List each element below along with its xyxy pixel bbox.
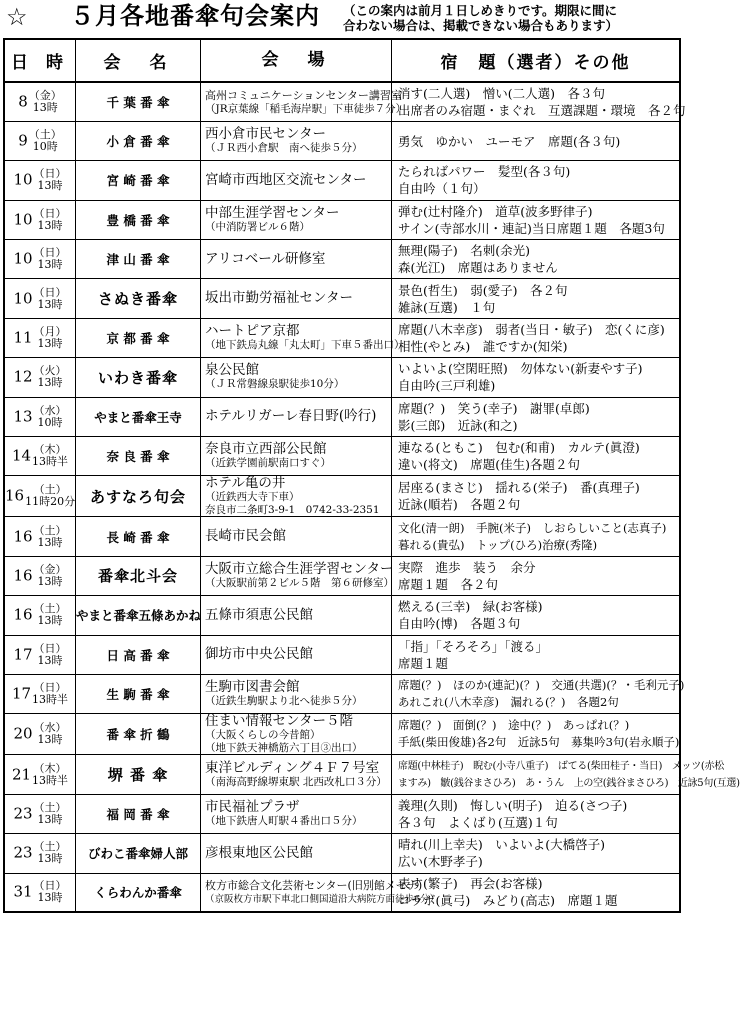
row-weekday: （日）	[33, 206, 67, 220]
row-weekday-time	[34, 365, 67, 389]
row-topics-line-2: 近詠(順若) 各題２句	[398, 497, 521, 513]
row-weekday: （木）	[33, 443, 67, 457]
row-venue	[201, 200, 392, 239]
row-topics-line-1: 「指」「そろそろ」「渡る」	[398, 638, 549, 654]
row-datetime	[4, 121, 76, 160]
row-time: 13時	[37, 891, 63, 905]
row-topics-line-1: 無理(陽子) 名刺(余光)	[398, 243, 531, 259]
row-topics-line-1: 文化(清一朗) 手腕(米子) しおらしいこと(志真子)	[398, 520, 667, 535]
row-day: 21	[11, 765, 32, 784]
row-topics-line-1: 席題(八木幸彦) 弱者(当日・敏子) 恋(くに彦)	[398, 322, 665, 338]
row-topics-line-1: いよいよ(空閑旺照) 勿体ない(新妻やす子)	[398, 361, 643, 377]
row-day: 11	[13, 328, 33, 347]
row-weekday-time	[34, 802, 67, 826]
row-venue-name: 高州コミュニケーションセンター講習室	[205, 88, 402, 102]
row-datetime	[4, 714, 76, 755]
row-weekday-time	[34, 208, 67, 232]
row-topics-line-2: 相性(やとみ) 誰ですか(知栄)	[398, 339, 568, 355]
row-topics-line-2: 暮れる(貴弘) トップ(ひろ)治療(秀隆)	[398, 537, 598, 552]
row-topics	[392, 279, 681, 318]
row-day: 16	[13, 566, 33, 585]
row-day: 8	[18, 92, 28, 111]
row-venue	[201, 82, 407, 121]
row-venue	[201, 834, 392, 873]
row-venue	[201, 517, 392, 556]
row-topics-line-2: 影(三郎) 近詠(和之)	[398, 417, 518, 433]
row-venue	[201, 161, 392, 200]
row-time: 13時	[37, 852, 63, 866]
row-group-name: 生 駒 番 傘	[76, 674, 201, 713]
row-venue-name: 彦根東地区公民館	[205, 844, 313, 861]
row-venue-access: （大阪駅前第２ビル５階 第６研修室）	[205, 576, 394, 589]
table-row	[4, 674, 680, 713]
row-time: 13時半	[32, 693, 69, 707]
row-day: 17	[13, 645, 33, 664]
row-topics	[392, 437, 681, 476]
row-topics-line-1: 景色(哲生) 弱(愛子) 各２句	[398, 282, 568, 298]
row-time: 13時	[37, 218, 63, 232]
row-weekday: （火）	[33, 364, 67, 378]
row-day: 10	[13, 210, 33, 229]
row-datetime	[4, 200, 76, 239]
row-day: 10	[13, 289, 33, 308]
row-datetime	[4, 873, 76, 912]
row-group-name: くらわんか番傘	[76, 873, 201, 912]
row-topics	[392, 397, 681, 436]
row-datetime	[4, 161, 76, 200]
row-weekday-time	[29, 90, 62, 114]
row-weekday-time	[34, 168, 67, 192]
row-day: 23	[13, 804, 33, 823]
row-venue-access: （近鉄生駒駅より北へ徒歩５分）	[205, 695, 363, 708]
table-row	[4, 517, 680, 556]
row-topics-line-1: 勇気 ゆかい ユーモア 席題(各３句)	[398, 133, 621, 149]
row-venue	[201, 674, 392, 713]
row-group-name: あすなろ句会	[76, 476, 201, 517]
table-row	[4, 240, 680, 279]
row-weekday: （金）	[28, 88, 62, 102]
row-weekday-time	[34, 287, 67, 311]
row-weekday: （日）	[33, 285, 67, 299]
row-day: 14	[11, 446, 32, 465]
row-weekday: （木）	[33, 761, 67, 775]
row-group-name: 豊 橋 番 傘	[76, 200, 201, 239]
row-topics	[392, 873, 681, 912]
row-venue-name: 宮崎市西地区交流センター	[205, 171, 367, 188]
row-weekday-time	[32, 444, 68, 468]
table-row	[4, 437, 680, 476]
row-venue	[201, 397, 392, 436]
row-venue-extra: 奈良市二条町3-9-1 0742-33-2351	[205, 504, 380, 517]
row-venue	[201, 437, 392, 476]
row-datetime	[4, 358, 76, 397]
row-topics-line-2: 自由吟(博) 各題３句	[398, 616, 521, 632]
row-topics-line-2: 出席者のみ宿題・まぐれ 互選課題・環境 各２句	[398, 102, 686, 118]
row-time: 10時	[32, 140, 58, 154]
row-group-name: 小 倉 番 傘	[76, 121, 201, 160]
row-venue-name: 坂出市勤労福祉センター	[205, 290, 353, 307]
page-header	[0, 0, 684, 38]
row-topics-line-1: 席題(？) 面倒(？) 途中(？) あっぱれ(？)	[398, 718, 630, 733]
row-datetime	[4, 397, 76, 436]
row-venue-name: 大阪市立総合生涯学習センター	[205, 560, 394, 577]
row-venue	[201, 279, 392, 318]
row-weekday: （金）	[33, 562, 67, 576]
row-topics-line-1: 席題(中林桂子) 睨む(小寺八重子) ばてる(柴田桂子・当日) メッツ(赤松	[398, 760, 724, 772]
row-venue	[201, 240, 392, 279]
row-venue-access: （ＪＲ常磐線泉駅徒歩10分）	[205, 378, 345, 391]
row-topics-line-1: 表す(繁子) 再会(お客様)	[398, 876, 543, 892]
row-group-name: やまと番傘王寺	[76, 397, 201, 436]
row-day: 16	[5, 486, 25, 505]
table-row	[4, 794, 680, 833]
row-venue-access: （南海高野線堺東駅 北西改札口３分）	[205, 775, 387, 788]
table-row	[4, 358, 680, 397]
row-time: 13時	[37, 614, 63, 628]
row-topics-line-1: 義理(久則) 悔しい(明子) 迫る(さつ子)	[398, 797, 628, 813]
row-topics	[392, 714, 681, 755]
row-weekday: （土）	[33, 483, 67, 497]
row-time: 11時20分	[25, 495, 76, 509]
row-venue	[201, 794, 392, 833]
row-day: 17	[11, 684, 32, 703]
row-weekday: （月）	[33, 325, 67, 339]
row-day: 16	[13, 605, 33, 624]
row-topics	[392, 834, 681, 873]
row-weekday: （日）	[33, 641, 67, 655]
row-topics	[392, 200, 681, 239]
row-day: 20	[13, 724, 33, 743]
row-topics	[392, 318, 681, 357]
row-day: 31	[13, 882, 33, 901]
row-venue	[201, 358, 392, 397]
row-group-name: いわき番傘	[76, 358, 201, 397]
row-venue	[201, 714, 392, 755]
table-row	[4, 476, 680, 517]
row-venue-access: （近鉄西大寺下車）	[205, 491, 300, 504]
row-weekday: （土）	[28, 128, 62, 142]
row-day: 23	[13, 843, 33, 862]
row-time: 13時	[37, 535, 63, 549]
row-topics	[392, 476, 681, 517]
meeting-table	[3, 38, 740, 913]
deadline-note-line-1: （この案内は前月１日しめきりです。期限に間に	[343, 3, 618, 18]
row-group-name: 福 岡 番 傘	[76, 794, 201, 833]
star-icon: ☆	[6, 3, 28, 31]
row-topics-line-1: 連なる(ともこ) 包む(和甫) カルテ(眞澄)	[398, 440, 640, 456]
table-header-row	[4, 39, 680, 82]
row-group-name: 津 山 番 傘	[76, 240, 201, 279]
row-weekday-time	[32, 682, 68, 706]
row-topics-line-1: 席題(？) ほのか(連記)(？) 交通(共選)(？・毛利元子)	[398, 678, 685, 693]
row-topics	[392, 596, 681, 635]
row-topics-line-2: 広い(木野孝子)	[398, 854, 483, 870]
row-weekday-time	[25, 484, 75, 508]
row-venue-name: 五條市須恵公民館	[205, 606, 313, 623]
row-datetime	[4, 794, 76, 833]
row-topics-line-2: 手紙(柴田俊雄)各2句 近詠5句 募集吟3句(岩永順子)	[398, 735, 680, 750]
row-weekday-time	[34, 405, 67, 429]
row-weekday-time	[34, 880, 67, 904]
row-weekday-time	[29, 129, 62, 153]
row-topics-line-1: 燃える(三幸) 緑(お客様)	[398, 599, 543, 615]
row-weekday-time	[34, 603, 67, 627]
row-venue-access: （地下鉄唐人町駅４番出口５分）	[205, 814, 363, 827]
row-topics-line-2: 席題１題 各２句	[398, 576, 499, 592]
row-venue-access: （中消防署ビル６階）	[205, 220, 310, 233]
row-weekday: （土）	[33, 800, 67, 814]
row-weekday: （土）	[33, 523, 67, 537]
row-venue-name: ホテル亀の井	[205, 475, 286, 492]
row-day: 16	[13, 527, 33, 546]
row-datetime	[4, 476, 76, 517]
row-topics-line-2: ますみ) 皺(銭谷まさひろ) あ・うん 上の空(銭谷まさひろ) 近詠5句(互選)	[398, 777, 740, 789]
row-weekday-time	[34, 643, 67, 667]
row-topics-line-2: 違い(将文) 席題(佳生)各題２句	[398, 457, 581, 473]
row-venue-name: 住まい情報センター５階	[205, 713, 353, 730]
row-day: 10	[13, 249, 33, 268]
row-venue-extra: （地下鉄天神橋筋六丁目③出口）	[205, 742, 363, 755]
row-topics-line-1: 実際 進歩 装う 余分	[398, 559, 536, 575]
row-weekday-time	[34, 564, 67, 588]
row-time: 13時半	[32, 455, 69, 469]
row-venue-name: ホテルリガーレ春日野(吟行)	[205, 408, 377, 425]
row-group-name: 堺 番 傘	[76, 755, 201, 794]
row-weekday: （土）	[33, 602, 67, 616]
row-venue-name: アリコベール研修室	[205, 250, 326, 267]
row-venue-access: （京阪枚方市駅下車北口側国道沿大病院方面徒歩6分）	[205, 894, 440, 906]
row-time: 13時	[37, 297, 63, 311]
row-weekday-time	[34, 722, 67, 746]
row-venue-name: 枚方市総合文化芸術センター(旧別館メセナ)	[205, 879, 423, 893]
row-topics-line-2: あれこれ(八木幸彦) 漏れる(？) 各題2句	[398, 695, 619, 710]
table-row	[4, 834, 680, 873]
row-topics	[392, 556, 681, 595]
row-time: 13時半	[32, 773, 69, 787]
row-time: 13時	[37, 653, 63, 667]
row-topics-line-2: 席題１題	[398, 655, 449, 671]
row-weekday: （日）	[33, 681, 67, 695]
row-day: 12	[13, 367, 33, 386]
row-venue-name: 東洋ビルディング４Ｆ７号室	[205, 759, 380, 776]
row-venue	[201, 873, 440, 912]
row-datetime	[4, 674, 76, 713]
row-venue	[201, 556, 392, 595]
row-datetime	[4, 437, 76, 476]
table-row	[4, 556, 680, 595]
row-topics	[392, 240, 681, 279]
row-venue	[201, 596, 392, 635]
row-group-name: 奈 良 番 傘	[76, 437, 201, 476]
row-venue-name: 泉公民館	[205, 362, 259, 379]
row-venue-name: ハートピア京都	[205, 323, 300, 340]
row-time: 13時	[37, 574, 63, 588]
row-venue-name: 生駒市図書会館	[205, 679, 300, 696]
table-row	[4, 82, 680, 121]
row-time: 13時	[37, 337, 63, 351]
table-row	[4, 397, 680, 436]
row-time: 13時	[37, 258, 63, 272]
row-group-name: 京 都 番 傘	[76, 318, 201, 357]
column-header-name: 会 名	[76, 39, 201, 82]
row-topics	[392, 161, 681, 200]
row-datetime	[4, 240, 76, 279]
row-topics-line-1: 晴れ(川上幸夫) いよいよ(大橋啓子)	[398, 837, 606, 853]
table-row	[4, 714, 680, 755]
row-venue	[201, 121, 392, 160]
row-venue-name: 市民福祉プラザ	[205, 798, 300, 815]
row-datetime	[4, 834, 76, 873]
row-datetime	[4, 556, 76, 595]
row-group-name: 番傘北斗会	[76, 556, 201, 595]
row-weekday-time	[34, 247, 67, 271]
table-row	[4, 200, 680, 239]
row-weekday: （水）	[33, 403, 67, 417]
row-group-name: 長 崎 番 傘	[76, 517, 201, 556]
row-venue-name: 奈良市立西部公民館	[205, 441, 327, 458]
row-topics	[392, 635, 681, 674]
row-topics	[392, 82, 686, 121]
row-topics-line-2: 各３句 よくばり(互選)１句	[398, 814, 558, 830]
row-topics-line-2: 森(光江) 席題はありません	[398, 260, 558, 276]
row-group-name: さぬき番傘	[76, 279, 201, 318]
deadline-note	[343, 3, 681, 33]
row-venue-name: 中部生涯学習センター	[205, 204, 340, 221]
row-topics-line-2: 雑詠(互選) １句	[398, 299, 496, 315]
row-time: 10時	[37, 415, 63, 429]
column-header-topics: 宿 題（選者）その他	[392, 39, 681, 82]
table-row	[4, 635, 680, 674]
column-header-venue: 会 場	[201, 39, 392, 82]
row-time: 13時	[37, 733, 63, 747]
row-venue-access: （地下鉄烏丸線「丸太町」下車５番出口）	[205, 339, 405, 352]
table-row	[4, 161, 680, 200]
row-topics	[392, 358, 681, 397]
row-topics-line-2: 自由吟(三戸利雄)	[398, 378, 496, 394]
row-time: 13時	[32, 100, 58, 114]
row-venue	[201, 755, 392, 794]
row-venue	[201, 635, 392, 674]
row-time: 13時	[37, 179, 63, 193]
row-group-name: 宮 崎 番 傘	[76, 161, 201, 200]
row-topics-line-2: 自由吟（１句）	[398, 181, 486, 197]
row-weekday: （水）	[33, 721, 67, 735]
row-weekday: （日）	[33, 879, 67, 893]
row-datetime	[4, 279, 76, 318]
row-group-name: やまと番傘五條あかね	[76, 596, 201, 635]
row-venue	[201, 476, 392, 517]
row-time: 13時	[37, 812, 63, 826]
row-day: 10	[13, 170, 33, 189]
row-topics-line-2: コラボ(眞弓) みどり(高志) 席題１題	[398, 893, 618, 909]
row-weekday: （日）	[33, 167, 67, 181]
row-venue-name: 御坊市中央公民館	[205, 646, 313, 663]
column-header-datetime: 日 時	[4, 39, 76, 82]
row-datetime	[4, 635, 76, 674]
row-venue-access: （近鉄学園前駅南口すぐ）	[205, 457, 331, 470]
row-weekday-time	[34, 841, 67, 865]
table-row	[4, 121, 680, 160]
table-row	[4, 873, 680, 912]
row-venue	[201, 318, 405, 357]
row-datetime	[4, 82, 76, 121]
row-topics-line-2: サイン(寺部水川・連記)当日席題１題 各題3句	[398, 220, 665, 236]
row-topics	[392, 121, 681, 160]
row-weekday-time	[32, 763, 68, 787]
table-row	[4, 279, 680, 318]
row-topics-line-1: 弾む(辻村隆介) 道草(波多野律子)	[398, 203, 593, 219]
row-datetime	[4, 318, 76, 357]
row-datetime	[4, 755, 76, 794]
row-datetime	[4, 517, 76, 556]
deadline-note-line-2: 合わない場合は、掲載できない場合もあります）	[343, 18, 619, 33]
row-topics	[392, 674, 685, 713]
row-topics-line-1: たらればパワー 髪型(各３句)	[398, 164, 571, 180]
row-weekday: （日）	[33, 246, 67, 260]
table-row	[4, 755, 680, 794]
row-venue-name: 西小倉市民センター	[205, 126, 326, 143]
row-weekday-time	[34, 525, 67, 549]
row-topics	[392, 517, 681, 556]
page-title: ５月各地番傘句会案内	[70, 2, 320, 30]
row-weekday: （土）	[33, 840, 67, 854]
row-weekday-time	[34, 326, 67, 350]
row-topics	[392, 794, 681, 833]
row-venue-access: （ＪＲ西小倉駅 南へ徒歩５分）	[205, 142, 363, 155]
row-group-name: びわこ番傘婦人部	[76, 834, 201, 873]
row-datetime	[4, 596, 76, 635]
row-venue-access: （大阪くらしの今昔館）	[205, 729, 321, 742]
table-row	[4, 318, 680, 357]
row-time: 13時	[37, 376, 63, 390]
row-topics-line-1: 席題(？) 笑う(幸子) 謝罪(卓郎)	[398, 400, 590, 416]
row-topics	[392, 755, 740, 794]
row-venue-name: 長崎市民会館	[205, 528, 286, 545]
row-venue-access: （JR京葉線「稲毛海岸駅」下車徒歩７分）	[205, 102, 407, 115]
row-topics-line-1: 消す(二人選) 憎い(二人選) 各３句	[398, 85, 606, 101]
table-row	[4, 596, 680, 635]
row-group-name: 番 傘 折 鶴	[76, 714, 201, 755]
row-group-name: 日 高 番 傘	[76, 635, 201, 674]
row-topics-line-1: 居座る(まさじ) 揺れる(栄子) 番(真理子)	[398, 480, 640, 496]
row-day: 9	[18, 131, 28, 150]
row-day: 13	[13, 407, 33, 426]
row-group-name: 千 葉 番 傘	[76, 82, 201, 121]
